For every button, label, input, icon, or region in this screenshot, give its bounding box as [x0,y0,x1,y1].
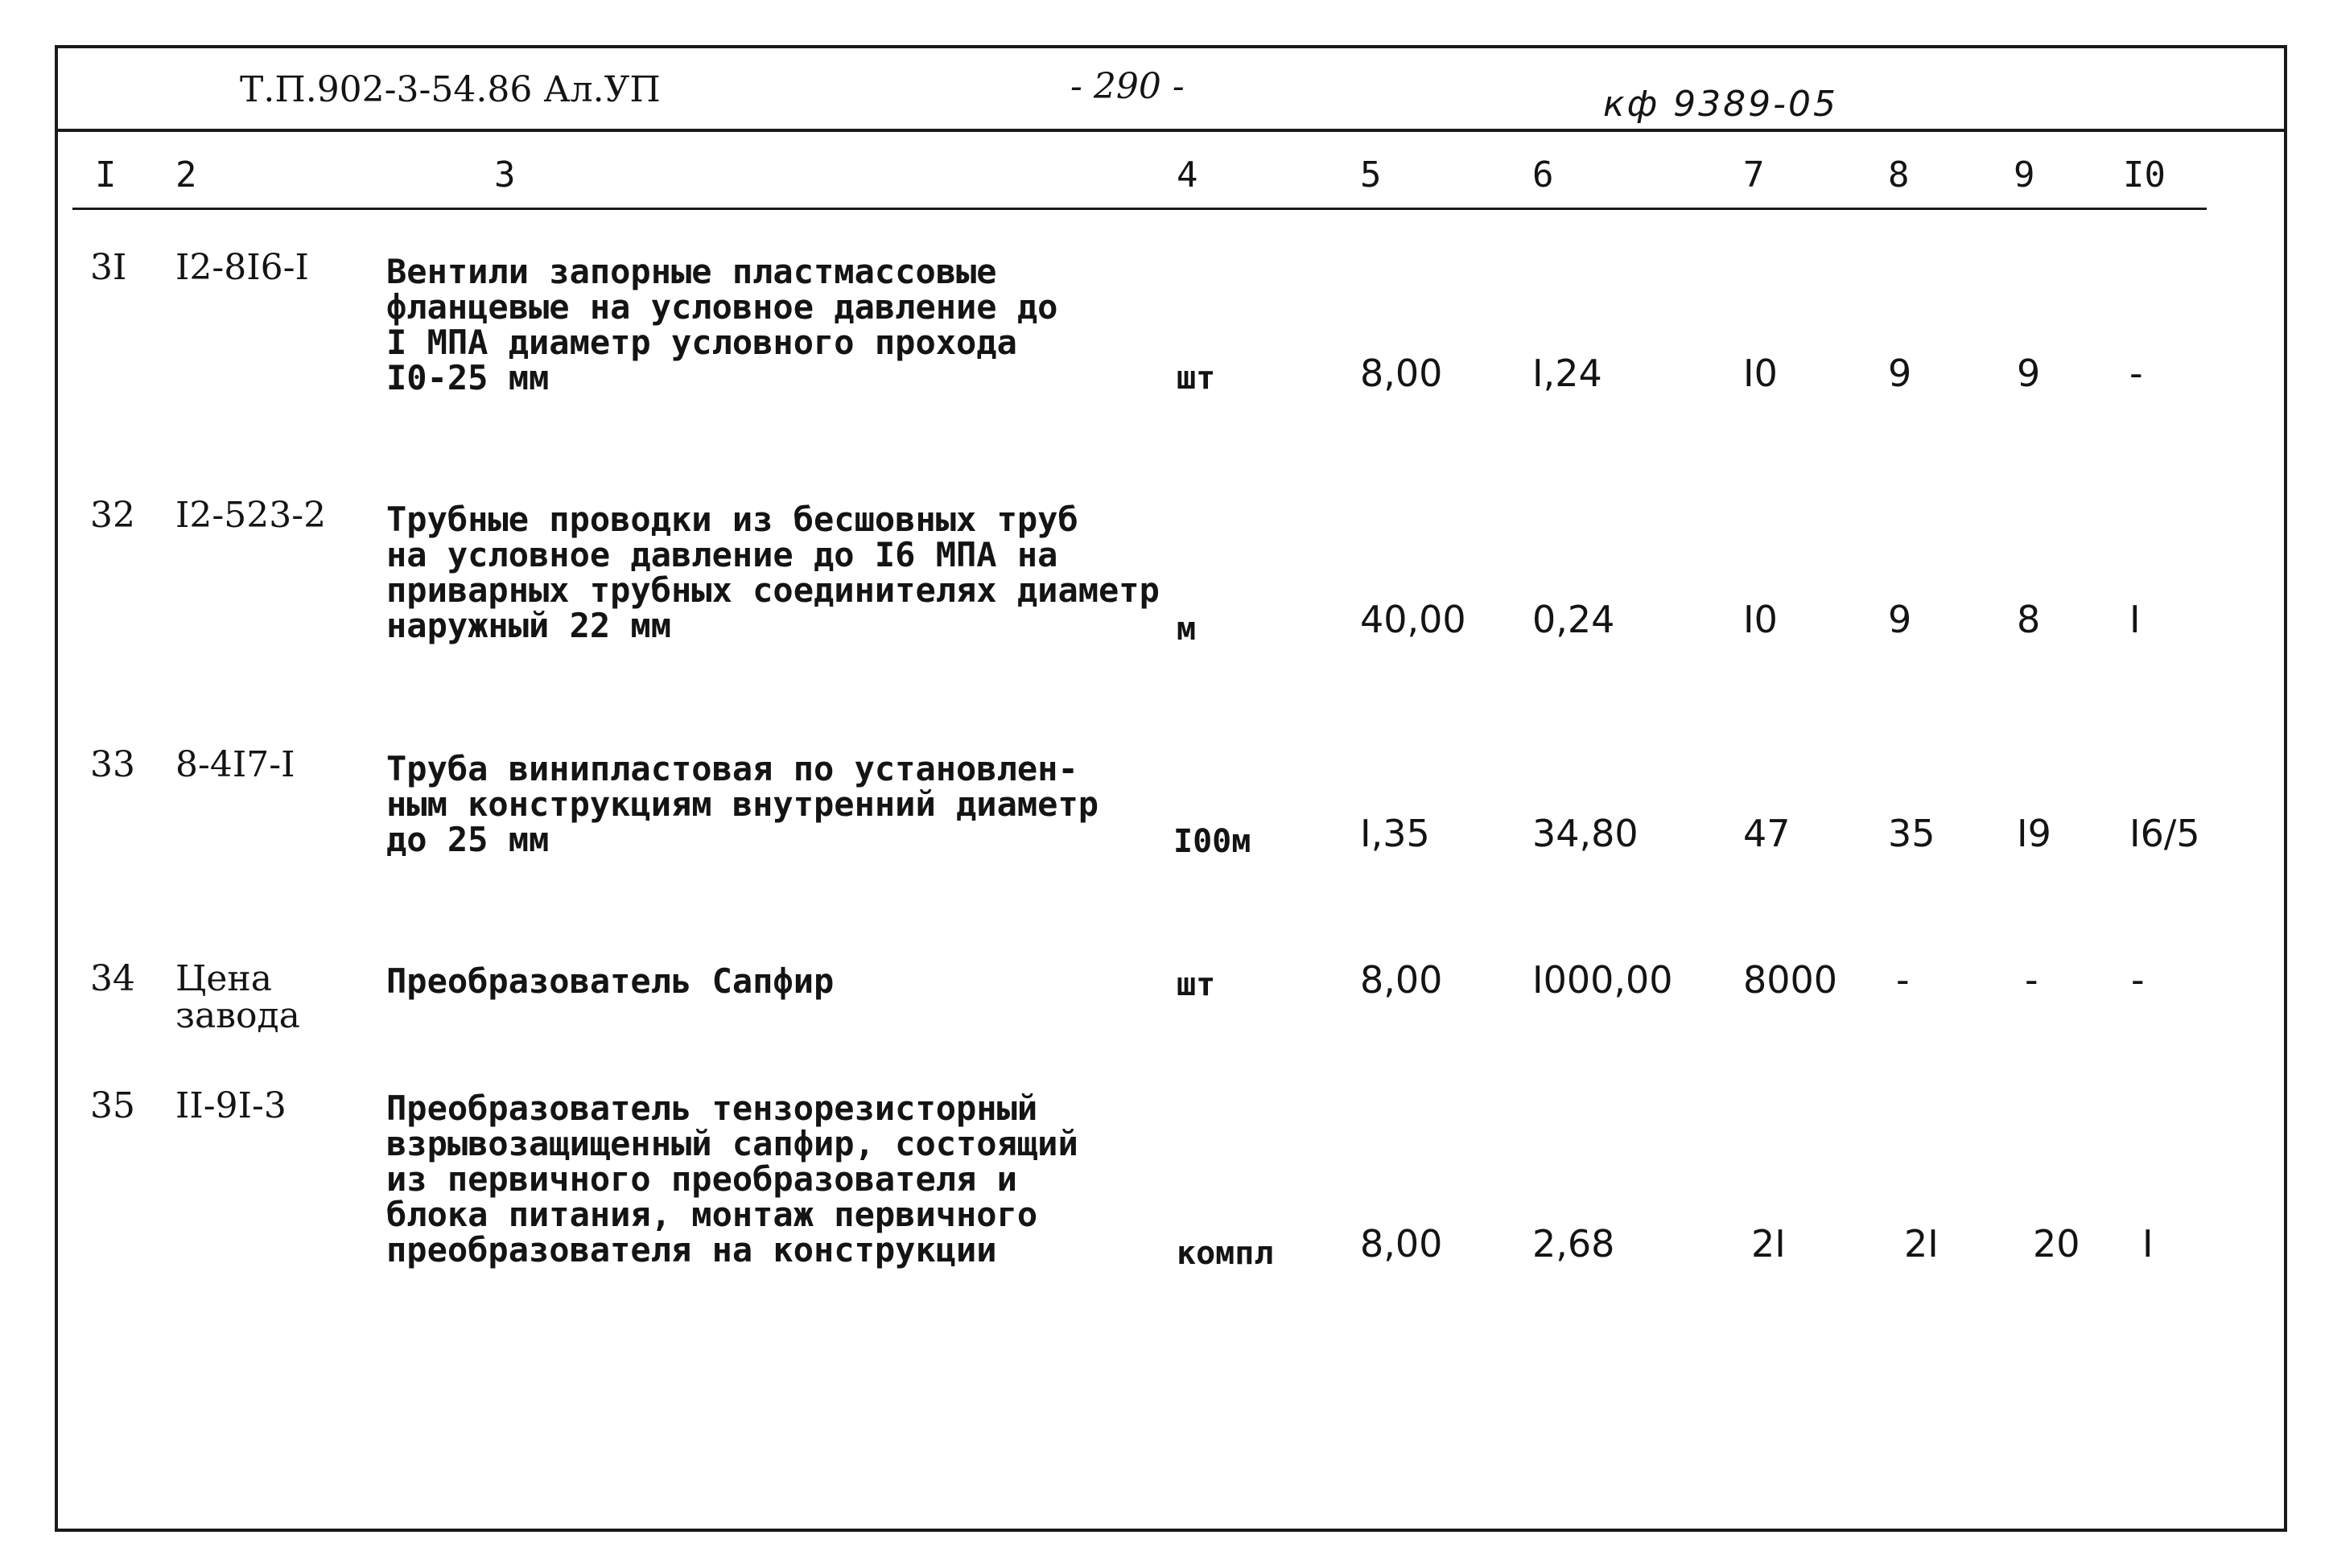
value-col-10: I [2129,598,2141,641]
quantity: I,35 [1360,812,1430,855]
value-col-8: 9 [1888,352,1912,395]
price-code: II-9I-3 [175,1085,286,1126]
price-code: I2-8I6-I [175,247,309,288]
quantity: 8,00 [1360,958,1443,1002]
total-cost: I0 [1743,352,1778,395]
value-col-9: 8 [2017,598,2041,641]
header-divider [55,129,2287,132]
total-cost: 47 [1743,812,1791,855]
column-number: 4 [1177,154,1198,195]
column-number: 7 [1743,154,1765,195]
row-number: 32 [90,495,135,536]
price-code: I2-523-2 [175,495,327,536]
value-col-8: - [1896,958,1910,1002]
value-col-10: - [2129,352,2143,395]
total-cost: 2I [1751,1222,1786,1266]
unit-price: 2,68 [1532,1222,1615,1266]
unit-price: 34,80 [1532,812,1639,855]
column-number: I [95,154,117,195]
unit-price: I,24 [1532,352,1602,395]
total-cost: I0 [1743,598,1778,641]
unit-price: 0,24 [1532,598,1615,641]
column-number: 9 [2014,154,2035,195]
value-col-10: - [2131,958,2145,1002]
column-number: 3 [494,154,516,195]
price-code: Цена завода [175,958,300,1036]
column-number: 5 [1360,154,1382,195]
unit: I00м [1173,823,1251,860]
value-col-9: - [2025,958,2038,1002]
unit: компл [1177,1235,1274,1272]
price-code: 8-4I7-I [175,744,295,785]
unit: шт [1177,360,1216,397]
column-number: 8 [1888,154,1910,195]
work-description: Трубные проводки из бесшовных труб на условное давление до I6 МПА на приварных трубных соединителях диаметр наружный 22 мм [386,500,1160,645]
value-col-10: I [2142,1222,2154,1266]
value-col-8: 2I [1904,1222,1939,1266]
quantity: 8,00 [1360,352,1443,395]
work-description: Вентили запорные пластмассовые фланцевые на условное давление до I МПА диаметр условного прохода I0-25 мм [386,252,1058,397]
work-description: Преобразователь Сапфир [386,961,835,1001]
column-number: 6 [1532,154,1554,195]
unit: шт [1177,966,1216,1003]
column-number: I0 [2123,154,2166,195]
row-number: 34 [90,958,135,999]
unit: м [1177,611,1197,648]
album-code: кф 9389-05 [1603,84,1839,125]
value-col-10: I6/5 [2129,812,2200,855]
row-number: 35 [90,1085,135,1126]
work-description: Преобразователь тензорезисторный взрывозащищенный сапфир, состоящий из первичного преобразователя и блока питания, монтаж первичного преобразователя на конструкции [386,1089,1078,1270]
value-col-9: 9 [2017,352,2041,395]
row-number: 3I [90,247,127,288]
row-number: 33 [90,744,135,785]
value-col-8: 9 [1888,598,1912,641]
unit-price: I000,00 [1532,958,1673,1002]
page-number: - 290 - [1070,66,1185,107]
total-cost: 8000 [1743,958,1838,1002]
quantity: 40,00 [1360,598,1466,641]
document-code: Т.П.902-3-54.86 Ал.УП [240,69,661,110]
column-number: 2 [175,154,197,195]
column-header-divider [72,208,2207,210]
value-col-8: 35 [1888,812,1935,855]
value-col-9: 20 [2033,1222,2080,1266]
quantity: 8,00 [1360,1222,1443,1266]
value-col-9: I9 [2017,812,2051,855]
work-description: Труба винипластовая по установлен- ным конструкциям внутренний диаметр до 25 мм [386,749,1099,859]
